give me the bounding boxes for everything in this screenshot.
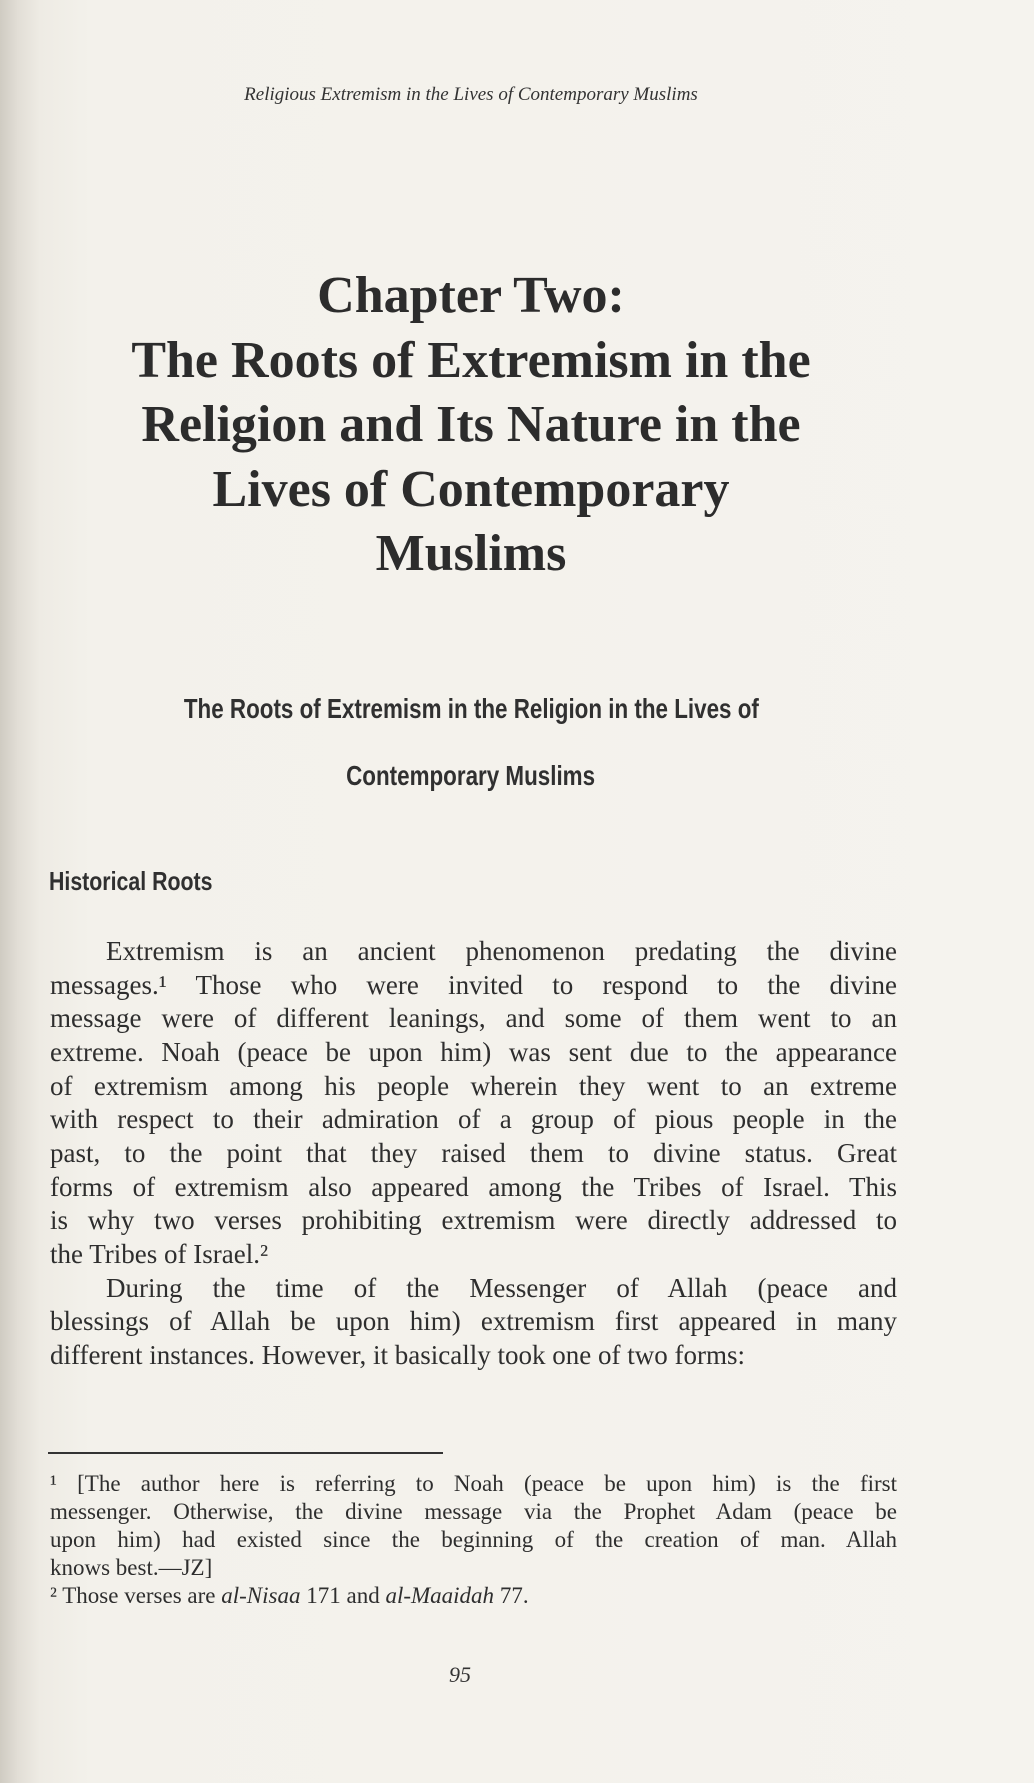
section-heading-line	[0, 693, 942, 725]
chapter-title-line: Lives of Contemporary	[212, 461, 730, 518]
chapter-title-line: Muslims	[375, 525, 567, 582]
section-heading-line	[0, 760, 942, 792]
footnote-line: ¹ [The author here is referring to Noah (peace be upon him) is the first	[50, 1471, 897, 1496]
body-line: blessings of Allah be upon him) extremism first appeared in many	[50, 1306, 897, 1336]
body-line: extreme. Noah (peace be upon him) was sent due to the appearance	[50, 1037, 897, 1067]
subsection-heading: Historical Roots	[49, 866, 213, 896]
body-line: is why two verses prohibiting extremism were directly addressed to	[50, 1205, 897, 1235]
chapter-title-line: The Roots of Extremism in the	[131, 332, 811, 389]
verse-reference: al-Maaidah	[385, 1583, 495, 1608]
body-line: different instances. However, it basically took one of two forms:	[50, 1340, 745, 1370]
footnote-text: 77.	[494, 1583, 529, 1608]
footnote-2	[50, 1584, 897, 1607]
body-line: messages.¹ Those who were invited to respond to the divine	[50, 970, 897, 1000]
body-line: with respect to their admiration of a group of pious people in the	[50, 1104, 897, 1134]
body-line: Extremism is an ancient phenomenon predating the divine	[106, 936, 897, 966]
chapter-title-line: Religion and Its Nature in the	[141, 396, 801, 453]
body-line: past, to the point that they raised them to divine status. Great	[50, 1138, 897, 1168]
body-line: message were of different leanings, and some of them went to an	[50, 1003, 897, 1033]
page-number: 95	[449, 1662, 471, 1687]
section-heading-text: The Roots of Extremism in the Religion in the Lives of	[183, 693, 759, 724]
running-header: Religious Extremism in the Lives of Contemporary Muslims	[244, 84, 698, 105]
chapter-title-line: Chapter Two:	[317, 267, 625, 324]
footnote-line: upon him) had existed since the beginning of the creation of man. Allah	[50, 1527, 897, 1552]
section-heading-text: Contemporary Muslims	[346, 760, 596, 791]
body-line: forms of extremism also appeared among the Tribes of Israel. This	[50, 1172, 897, 1202]
verse-reference: al-Nisaa	[221, 1583, 301, 1608]
footnote-text: 171 and	[300, 1583, 386, 1608]
footnote-line: knows best.—JZ]	[50, 1555, 213, 1580]
body-line: the Tribes of Israel.²	[50, 1239, 269, 1269]
footnote-divider	[48, 1452, 443, 1454]
body-line: of extremism among his people wherein they went to an extreme	[50, 1071, 897, 1101]
footnote-line: messenger. Otherwise, the divine message via the Prophet Adam (peace be	[50, 1499, 897, 1524]
footnote-text: ² Those verses are	[50, 1583, 222, 1608]
body-line: During the time of the Messenger of Allah (peace and	[106, 1273, 897, 1303]
